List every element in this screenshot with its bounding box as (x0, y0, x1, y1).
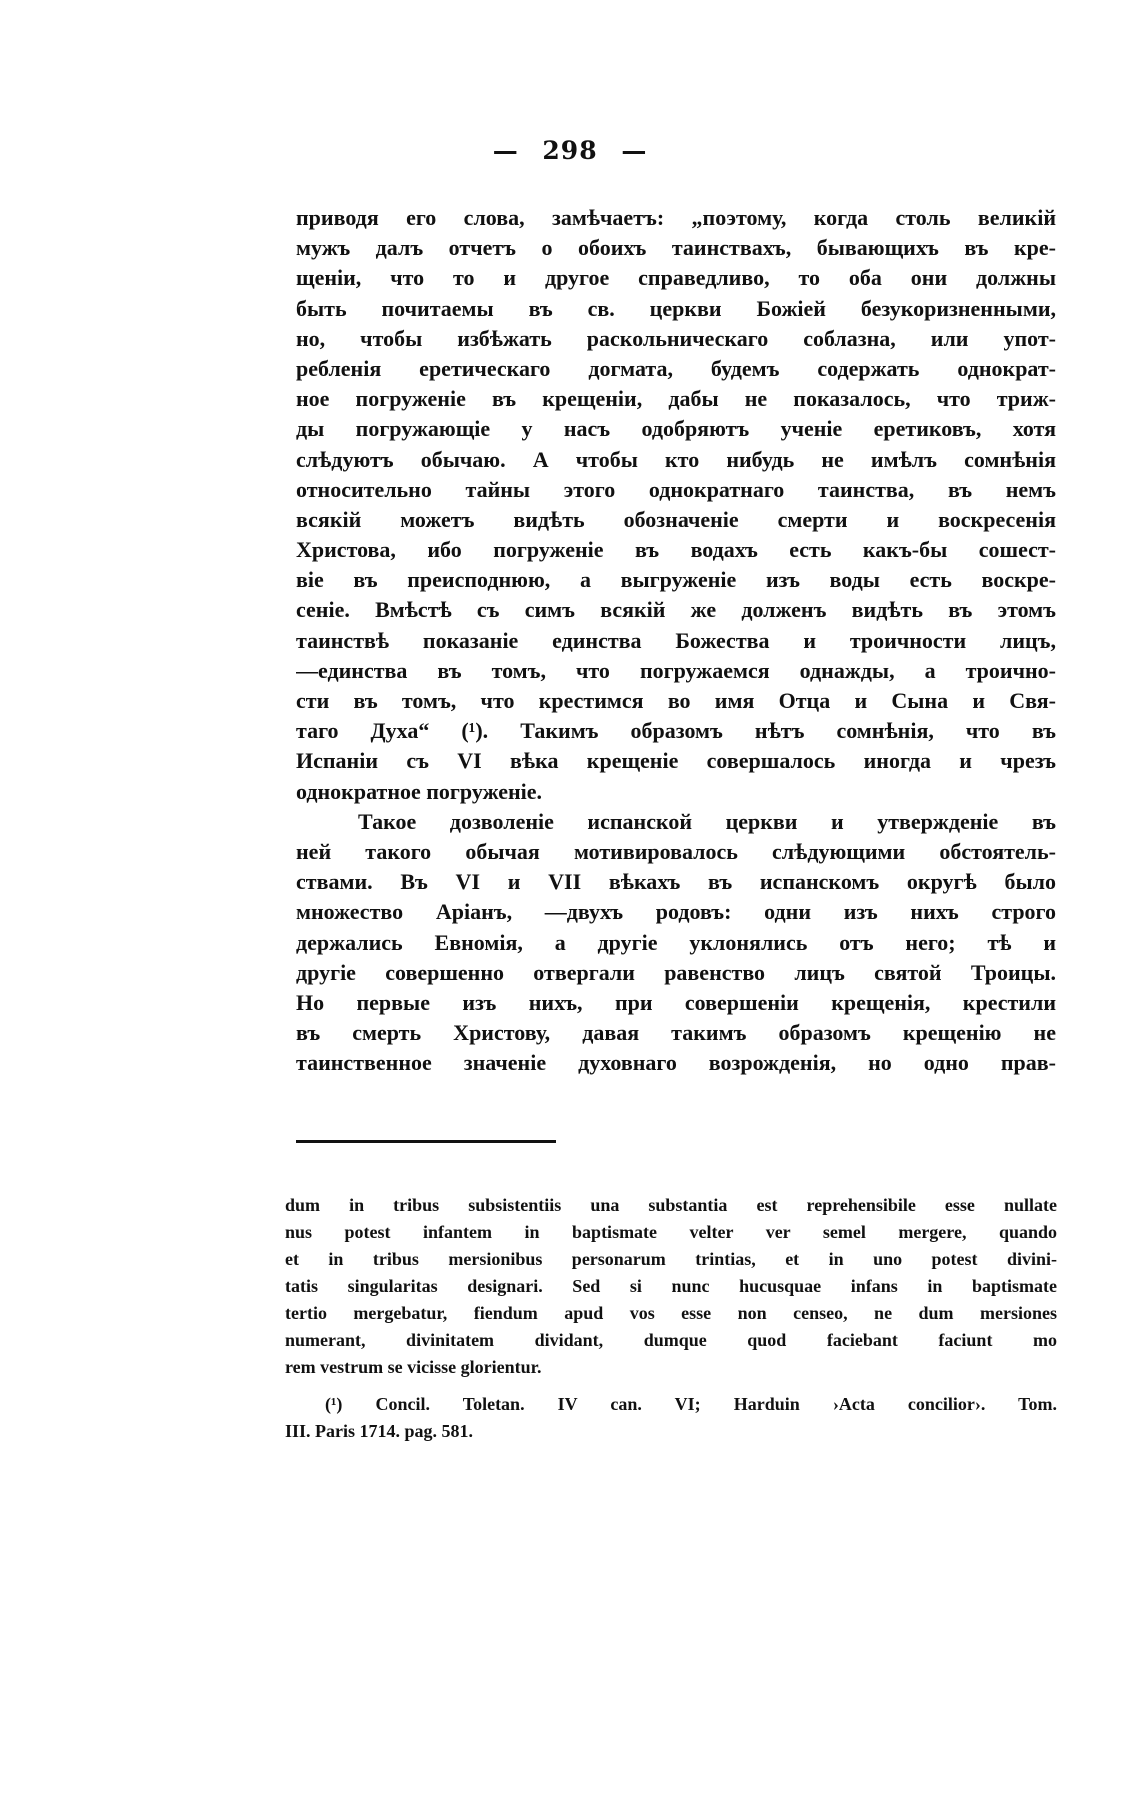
body-line: множество Аріанъ, —двухъ родовъ: одни изъ нихъ строго (296, 899, 1056, 925)
body-line: Но первые изъ нихъ, при совершеніи крещенія, крестили (296, 989, 1056, 1015)
dash-left: — (492, 136, 519, 165)
body-line: віе въ преисподнюю, а выгруженіе изъ воды есть воскре- (296, 567, 1056, 593)
body-line: въ смерть Христову, давая такимъ образомъ крещенію не (296, 1020, 1056, 1046)
body-line: всякій можетъ видѣть обозначеніе смерти и воскресенія (296, 506, 1056, 532)
body-line: Испаніи съ VI вѣка крещеніе совершалось иногда и чрезъ (296, 748, 1056, 774)
body-line: держались Евномія, а другіе уклонялись отъ него; тѣ и (296, 929, 1056, 955)
citation-line: (¹) Concil. Toletan. IV can. VI; Harduin ›Acta concilior›. Tom. (325, 1394, 1057, 1414)
body-line: таго Духа“ (¹). Такимъ образомъ нѣтъ сомнѣнія, что въ (296, 718, 1056, 744)
body-line: мужъ далъ отчетъ о обоихъ таинствахъ, бывающихъ въ кре- (296, 235, 1056, 261)
footnote-divider (296, 1140, 556, 1143)
body-line: сеніе. Вмѣстѣ съ симъ всякій же долженъ видѣть въ этомъ (296, 597, 1056, 623)
body-line: сти въ томъ, что крестимся во имя Отца и Сына и Свя- (296, 688, 1056, 713)
body-line: ды погружающіе у насъ одобряютъ ученіе еретиковъ, хотя (296, 416, 1056, 442)
footnote-line: numerant, divinitatem dividant, dumque quod faciebant faciunt mo (285, 1330, 1057, 1350)
body-line: однократное погруженіе. (296, 778, 543, 804)
citation (285, 1391, 1057, 1445)
page-number-value: 298 (542, 136, 598, 165)
dash-right: — (621, 136, 648, 165)
body-line: слѣдуютъ обычаю. А чтобы кто нибудь не имѣлъ сомнѣнія (296, 446, 1056, 472)
footnote-line: dum in tribus subsistentiis una substantia est reprehensibile esse nullate (285, 1195, 1057, 1215)
body-line: таинственное значеніе духовнаго возрожденія, но одно прав- (296, 1050, 1056, 1076)
body-line: Такое дозволеніе испанской церкви и утвержденіе въ (358, 808, 1056, 834)
body-line: ребленія еретическаго догмата, будемъ содержать однократ- (296, 355, 1056, 381)
body-line: Христова, ибо погруженіе въ водахъ есть какъ-бы сошест- (296, 537, 1056, 563)
footnote-line: rem vestrum se vicisse glorientur. (285, 1357, 542, 1377)
body-line: другіе совершенно отвергали равенство лицъ святой Троицы. (296, 959, 1056, 985)
body-text (296, 203, 1056, 1078)
body-line: щеніи, что то и другое справедливо, то оба они должны (296, 265, 1056, 291)
body-line: ное погруженіе въ крещеніи, дабы не показалось, что триж- (296, 386, 1056, 412)
footnote-line: tatis singularitas designari. Sed si nunc hucusquae infans in baptismate (285, 1276, 1057, 1296)
body-line: ней такого обычая мотивировалось слѣдующими обстоятель- (296, 838, 1056, 864)
body-line: относительно тайны этого однократнаго таинства, въ немъ (296, 476, 1056, 502)
body-line: таинствѣ показаніе единства Божества и троичности лицъ, (296, 627, 1056, 653)
footnote-line: et in tribus mersionibus personarum trintias, et in uno potest divini- (285, 1249, 1057, 1269)
body-line: —единства въ томъ, что погружаемся однажды, а троично- (296, 657, 1056, 683)
footnote-line: tertio mergebatur, fiendum apud vos esse non censeo, ne dum mersiones (285, 1303, 1057, 1323)
body-line: быть почитаемы въ св. церкви Божіей безукоризненными, (296, 295, 1056, 321)
footnote-line: nus potest infantem in baptismate velter ver semel mergere, quando (285, 1222, 1057, 1242)
body-line: приводя его слова, замѣчаетъ: „поэтому, когда столь великій (296, 205, 1056, 230)
body-line: ствами. Въ VI и VII вѣкахъ въ испанскомъ округѣ было (296, 869, 1056, 895)
page-number (0, 136, 1140, 165)
citation-line: III. Paris 1714. pag. 581. (285, 1421, 474, 1441)
footnote (285, 1192, 1057, 1445)
body-line: но, чтобы избѣжать раскольническаго соблазна, или упот- (296, 325, 1056, 351)
